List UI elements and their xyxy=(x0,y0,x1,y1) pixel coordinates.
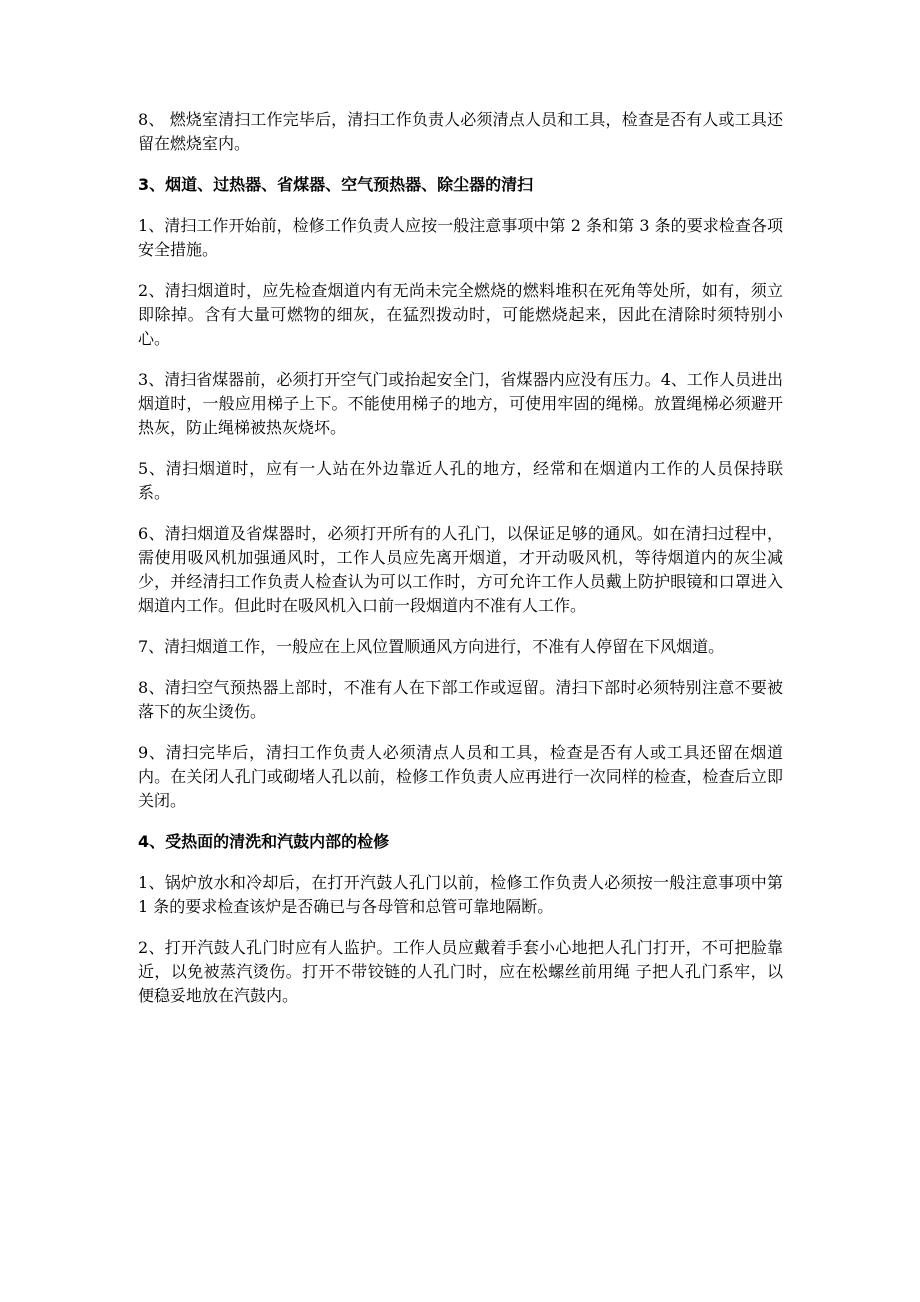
paragraph: 1、锅炉放水和冷却后，在打开汽鼓人孔门以前，检修工作负责人必须按一般注意事项中第 1 条的要求检查该炉是否确已与各母管和总管可靠地隔断。 xyxy=(138,873,783,916)
paragraph: 7、清扫烟道工作，一般应在上风位置顺通风方向进行，不准有人停留在下风烟道。 xyxy=(138,637,725,656)
document-body xyxy=(138,108,783,1025)
section-heading: 3、烟道、过热器、省煤器、空气预热器、除尘器的清扫 xyxy=(138,175,534,194)
paragraph: 6、清扫烟道及省煤器时，必须打开所有的人孔门，以保证足够的通风。如在清扫过程中，需使用吸风机加强通风时，工作人员应先离开烟道，才开动吸风机，等待烟道内的灰尘减少，并经清扫工作负责人检查认为可以工作时，方可允许工作人员戴上防护眼镜和口罩进入烟道内工作。但此时在吸风机入口前一段烟道内不准有人工作。 xyxy=(138,524,783,615)
paragraph: 5、清扫烟道时，应有一人站在外边靠近人孔的地方，经常和在烟道内工作的人员保持联系。 xyxy=(138,459,783,502)
paragraph: 2、打开汽鼓人孔门时应有人监护。工作人员应戴着手套小心地把人孔门打开，不可把脸靠近，以免被蒸汽烫伤。打开不带铰链的人孔门时，应在松螺丝前用绳 子把人孔门系牢，以便稳妥地放在汽鼓内。 xyxy=(138,938,783,1005)
paragraph: 3、清扫省煤器前，必须打开空气门或抬起安全门，省煤器内应没有压力。4、工作人员进出烟道时，一般应用梯子上下。不能使用梯子的地方，可使用牢固的绳梯。放置绳梯必须避开热灰，防止绳梯被热灰烧坏。 xyxy=(138,370,783,437)
paragraph: 8、清扫空气预热器上部时，不准有人在下部工作或逗留。清扫下部时必须特别注意不要被落下的灰尘烫伤。 xyxy=(138,678,783,721)
paragraph: 1、清扫工作开始前，检修工作负责人应按一般注意事项中第 2 条和第 3 条的要求检查各项安全措施。 xyxy=(138,216,783,259)
section-heading: 4、受热面的清洗和汽鼓内部的检修 xyxy=(138,832,390,851)
paragraph: 9、清扫完毕后，清扫工作负责人必须清点人员和工具，检查是否有人或工具还留在烟道内。在关闭人孔门或砌堵人孔以前，检修工作负责人应再进行一次同样的检查，检查后立即关闭。 xyxy=(138,743,783,810)
paragraph: 2、清扫烟道时，应先检查烟道内有无尚未完全燃烧的燃料堆积在死角等处所，如有，须立即除掉。含有大量可燃物的细灰，在猛烈拨动时，可能燃烧起来，因此在清除时须特别小心。 xyxy=(138,281,783,348)
paragraph: 8、 燃烧室清扫工作完毕后，清扫工作负责人必须清点人员和工具，检查是否有人或工具还留在燃烧室内。 xyxy=(138,110,783,153)
